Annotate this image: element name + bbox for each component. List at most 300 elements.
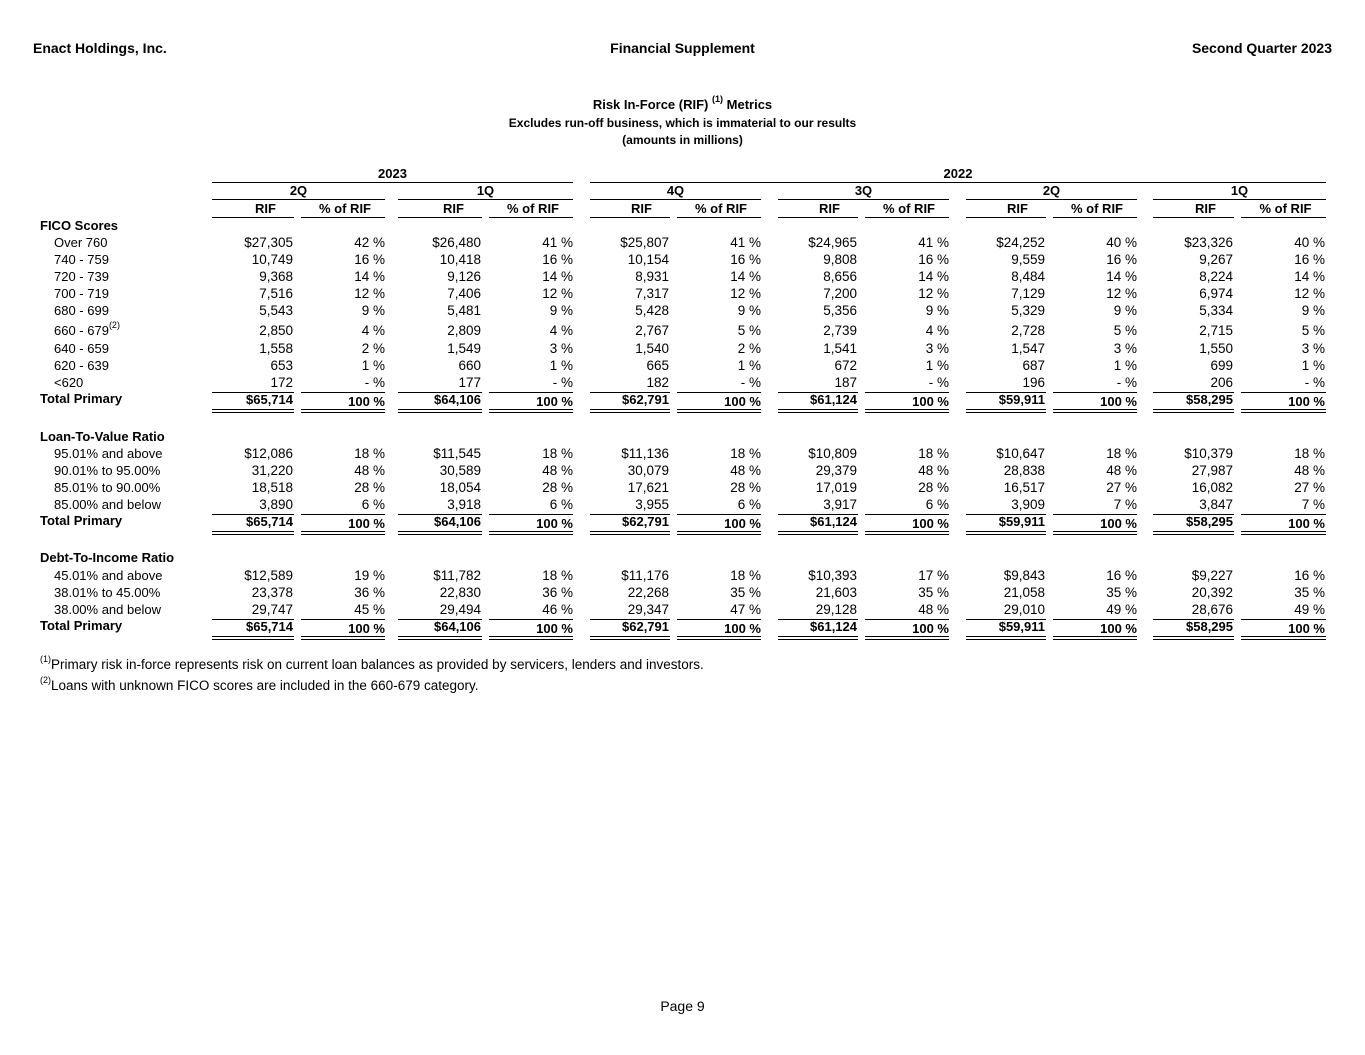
- rif-cell: $61,124: [810, 514, 857, 529]
- rif-cell: 6,974: [1199, 286, 1233, 301]
- rif-cell: 3,955: [635, 497, 669, 512]
- rif-cell: 665: [646, 358, 669, 373]
- total-double-rule: [778, 636, 858, 640]
- pct-cell: 100 %: [1100, 516, 1137, 531]
- rif-cell: $58,295: [1186, 514, 1233, 529]
- pct-cell: 18 %: [542, 568, 573, 583]
- row-label: 95.01% and above: [54, 446, 163, 461]
- pct-cell: 17 %: [918, 568, 949, 583]
- total-double-rule: [1053, 636, 1137, 640]
- pct-cell: 1 %: [1113, 358, 1137, 373]
- rif-cell: 10,418: [439, 252, 481, 267]
- total-double-rule: [865, 409, 949, 413]
- subtotal-rule: [301, 392, 385, 393]
- total-double-rule: [212, 531, 294, 535]
- rif-cell: 28,676: [1191, 602, 1233, 617]
- pct-cell: 100 %: [1288, 516, 1325, 531]
- rif-cell: $61,124: [810, 392, 857, 407]
- pct-cell: 5 %: [1301, 323, 1325, 338]
- rif-cell: 196: [1022, 375, 1045, 390]
- quarter-header: 1Q: [476, 183, 495, 198]
- pct-cell: 4 %: [925, 323, 949, 338]
- pct-cell: 3 %: [1113, 341, 1137, 356]
- total-double-rule: [301, 636, 385, 640]
- pct-cell: 16 %: [730, 252, 761, 267]
- table-title: Risk In-Force (RIF) $^{(1)}$ Metrics: [592, 94, 773, 112]
- pct-cell: 100 %: [724, 621, 761, 636]
- rif-cell: 7,516: [259, 286, 293, 301]
- pct-cell: 14 %: [1294, 269, 1325, 284]
- pct-cell: 18 %: [1294, 446, 1325, 461]
- pct-cell: 14 %: [1106, 269, 1137, 284]
- pct-cell: 100 %: [536, 516, 573, 531]
- total-double-rule: [212, 409, 294, 413]
- rif-cell: 10,154: [627, 252, 669, 267]
- rif-cell: $59,911: [998, 619, 1045, 634]
- rif-cell: 2,767: [635, 323, 669, 338]
- rif-cell: 20,392: [1191, 585, 1233, 600]
- row-label: 85.00% and below: [54, 497, 161, 512]
- pct-cell: 16 %: [1294, 568, 1325, 583]
- column-header-rif: RIF: [443, 201, 464, 216]
- total-double-rule: [1153, 636, 1234, 640]
- row-label: <620: [54, 375, 84, 390]
- pct-cell: 7 %: [1301, 497, 1325, 512]
- subtotal-rule: [1053, 514, 1137, 515]
- total-double-rule: [489, 409, 573, 413]
- pct-cell: - %: [928, 375, 949, 390]
- pct-cell: - %: [740, 375, 761, 390]
- rif-cell: 1,549: [447, 341, 481, 356]
- pct-cell: 9 %: [1113, 303, 1137, 318]
- rif-cell: 29,010: [1003, 602, 1045, 617]
- footnote-marker: (1): [40, 654, 51, 664]
- row-label: 38.00% and below: [54, 602, 161, 617]
- pct-cell: 12 %: [918, 286, 949, 301]
- rif-cell: 2,850: [259, 323, 293, 338]
- year-2022: 2022: [943, 166, 973, 181]
- pct-cell: 1 %: [549, 358, 573, 373]
- pct-cell: 48 %: [730, 463, 761, 478]
- pct-cell: 14 %: [918, 269, 949, 284]
- pct-cell: 16 %: [1106, 568, 1137, 583]
- pct-cell: 2 %: [361, 341, 385, 356]
- rif-cell: 9,368: [259, 269, 293, 284]
- pct-cell: 49 %: [1294, 602, 1325, 617]
- subtotal-rule: [677, 619, 761, 620]
- subtotal-rule: [1241, 392, 1326, 393]
- rif-cell: 31,220: [251, 463, 293, 478]
- column-header-rule: [301, 217, 385, 218]
- section-title: Debt-To-Income Ratio: [40, 550, 175, 565]
- quarter-header: 3Q: [854, 183, 873, 198]
- pct-cell: 9 %: [549, 303, 573, 318]
- pct-cell: 9 %: [737, 303, 761, 318]
- column-header-rule: [1153, 217, 1234, 218]
- rif-cell: 1,558: [259, 341, 293, 356]
- subtotal-rule: [865, 514, 949, 515]
- rif-cell: 29,347: [627, 602, 669, 617]
- rif-cell: 5,543: [259, 303, 293, 318]
- pct-cell: 100 %: [348, 516, 385, 531]
- rif-cell: $64,106: [434, 392, 481, 407]
- rif-cell: $62,791: [622, 619, 669, 634]
- report-period: Second Quarter 2023: [1191, 40, 1332, 56]
- rif-cell: 3,909: [1011, 497, 1045, 512]
- column-header-rule: [398, 217, 482, 218]
- rif-cell: 2,739: [823, 323, 857, 338]
- pct-cell: 100 %: [536, 394, 573, 409]
- row-label: Over 760: [54, 235, 108, 250]
- rif-cell: $10,647: [996, 446, 1045, 461]
- rif-cell: 187: [834, 375, 857, 390]
- pct-cell: 48 %: [1106, 463, 1137, 478]
- rif-cell: 5,329: [1011, 303, 1045, 318]
- pct-cell: 28 %: [542, 480, 573, 495]
- rif-cell: $24,252: [996, 235, 1045, 250]
- column-header-pct: % of RIF: [1071, 201, 1123, 216]
- column-header-rule: [1241, 217, 1326, 218]
- pct-cell: 48 %: [918, 602, 949, 617]
- rif-cell: 1,550: [1199, 341, 1233, 356]
- quarter-rule: [590, 199, 761, 200]
- rif-cell: $25,807: [620, 235, 669, 250]
- total-label: Total Primary: [40, 391, 123, 406]
- rif-cell: 1,540: [635, 341, 669, 356]
- column-header-rule: [489, 217, 573, 218]
- row-footnote-ref: (2): [108, 320, 120, 330]
- pct-cell: 4 %: [549, 323, 573, 338]
- rif-cell: 16,082: [1191, 480, 1233, 495]
- row-label: 45.01% and above: [54, 568, 163, 583]
- rif-cell: 182: [646, 375, 669, 390]
- rif-cell: 3,918: [447, 497, 481, 512]
- rif-cell: 7,200: [823, 286, 857, 301]
- quarter-header: 4Q: [666, 183, 685, 198]
- total-double-rule: [1053, 531, 1137, 535]
- rif-cell: 687: [1022, 358, 1045, 373]
- column-header-rule: [677, 217, 761, 218]
- row-label: 640 - 659: [54, 341, 109, 356]
- pct-cell: 48 %: [1294, 463, 1325, 478]
- pct-cell: 1 %: [1301, 358, 1325, 373]
- pct-cell: 46 %: [542, 602, 573, 617]
- quarter-rule: [778, 199, 949, 200]
- total-double-rule: [966, 531, 1046, 535]
- column-header-rif: RIF: [1007, 201, 1028, 216]
- rif-cell: $11,545: [433, 446, 481, 461]
- pct-cell: 100 %: [724, 394, 761, 409]
- rif-cell: 1,541: [823, 341, 857, 356]
- rif-cell: 28,838: [1003, 463, 1045, 478]
- total-double-rule: [590, 409, 670, 413]
- pct-cell: 49 %: [1106, 602, 1137, 617]
- total-double-rule: [590, 531, 670, 535]
- page-number: Page 9: [660, 998, 705, 1014]
- subtotal-rule: [489, 392, 573, 393]
- section-title: Loan-To-Value Ratio: [40, 429, 165, 444]
- footnote: $^{(2)}$Loans with unknown FICO scores are included in the 660-679 category.: [40, 675, 479, 693]
- pct-cell: 100 %: [1288, 621, 1325, 636]
- row-label: 680 - 699: [54, 303, 109, 318]
- subtotal-rule: [301, 619, 385, 620]
- pct-cell: 48 %: [918, 463, 949, 478]
- column-header-pct: % of RIF: [319, 201, 371, 216]
- subtotal-rule: [1241, 619, 1326, 620]
- total-double-rule: [865, 531, 949, 535]
- pct-cell: 100 %: [1100, 394, 1137, 409]
- pct-cell: 40 %: [1106, 235, 1137, 250]
- pct-cell: 14 %: [730, 269, 761, 284]
- total-double-rule: [677, 409, 761, 413]
- rif-cell: 5,356: [823, 303, 857, 318]
- pct-cell: 36 %: [542, 585, 573, 600]
- rif-cell: 9,559: [1011, 252, 1045, 267]
- pct-cell: 1 %: [925, 358, 949, 373]
- rif-cell: 172: [270, 375, 293, 390]
- pct-cell: 100 %: [1100, 621, 1137, 636]
- column-header-rif: RIF: [255, 201, 276, 216]
- row-label: 700 - 719: [54, 286, 109, 301]
- rif-cell: $12,086: [244, 446, 293, 461]
- pct-cell: 41 %: [542, 235, 573, 250]
- column-header-pct: % of RIF: [883, 201, 935, 216]
- rif-cell: $12,589: [244, 568, 293, 583]
- pct-cell: 9 %: [925, 303, 949, 318]
- pct-cell: 100 %: [348, 394, 385, 409]
- pct-cell: 5 %: [1113, 323, 1137, 338]
- rif-cell: 3,917: [823, 497, 857, 512]
- rif-cell: $64,106: [434, 619, 481, 634]
- rif-cell: 10,749: [251, 252, 293, 267]
- column-header-rule: [590, 217, 670, 218]
- total-double-rule: [489, 531, 573, 535]
- rif-cell: $9,227: [1191, 568, 1233, 583]
- total-double-rule: [398, 409, 482, 413]
- column-header-rule: [1053, 217, 1137, 218]
- pct-cell: 100 %: [912, 621, 949, 636]
- pct-cell: 16 %: [1106, 252, 1137, 267]
- rif-cell: 177: [458, 375, 481, 390]
- total-double-rule: [398, 531, 482, 535]
- total-double-rule: [1153, 409, 1234, 413]
- pct-cell: 18 %: [542, 446, 573, 461]
- rif-cell: $65,714: [246, 392, 293, 407]
- quarter-rule: [212, 199, 385, 200]
- pct-cell: 12 %: [542, 286, 573, 301]
- rif-cell: 18,054: [439, 480, 481, 495]
- rif-cell: 29,379: [815, 463, 857, 478]
- rif-cell: 23,378: [251, 585, 293, 600]
- pct-cell: 100 %: [912, 516, 949, 531]
- rif-cell: 3,847: [1199, 497, 1233, 512]
- rif-cell: 7,406: [447, 286, 481, 301]
- rif-cell: $58,295: [1186, 392, 1233, 407]
- total-double-rule: [1153, 531, 1234, 535]
- subtotal-rule: [489, 619, 573, 620]
- column-header-pct: % of RIF: [695, 201, 747, 216]
- rif-cell: $10,393: [808, 568, 857, 583]
- quarter-rule: [1153, 199, 1326, 200]
- total-double-rule: [1241, 531, 1326, 535]
- pct-cell: 100 %: [348, 621, 385, 636]
- total-double-rule: [778, 409, 858, 413]
- rif-cell: $64,106: [434, 514, 481, 529]
- rif-cell: 7,129: [1011, 286, 1045, 301]
- pct-cell: 12 %: [730, 286, 761, 301]
- rif-cell: $59,911: [998, 514, 1045, 529]
- pct-cell: 4 %: [361, 323, 385, 338]
- rif-cell: 660: [458, 358, 481, 373]
- rif-cell: 653: [270, 358, 293, 373]
- footnote-marker: (2): [40, 675, 51, 685]
- pct-cell: 18 %: [730, 568, 761, 583]
- pct-cell: 35 %: [730, 585, 761, 600]
- pct-cell: 3 %: [925, 341, 949, 356]
- total-double-rule: [212, 636, 294, 640]
- pct-cell: - %: [1304, 375, 1325, 390]
- column-header-rule: [865, 217, 949, 218]
- pct-cell: 100 %: [536, 621, 573, 636]
- rif-cell: $26,480: [432, 235, 481, 250]
- rif-cell: 18,518: [251, 480, 293, 495]
- rif-cell: $61,124: [810, 619, 857, 634]
- quarter-rule: [966, 199, 1137, 200]
- rif-cell: 30,589: [439, 463, 481, 478]
- rif-cell: 9,267: [1199, 252, 1233, 267]
- rif-cell: $11,136: [621, 446, 669, 461]
- pct-cell: 28 %: [354, 480, 385, 495]
- total-double-rule: [1053, 409, 1137, 413]
- rif-cell: $27,305: [244, 235, 293, 250]
- total-double-rule: [677, 531, 761, 535]
- pct-cell: 100 %: [1288, 394, 1325, 409]
- column-header-rif: RIF: [631, 201, 652, 216]
- subtotal-rule: [489, 514, 573, 515]
- title-footnote-ref: (1): [712, 94, 724, 104]
- row-label: 740 - 759: [54, 252, 109, 267]
- total-double-rule: [489, 636, 573, 640]
- rif-cell: $10,809: [808, 446, 857, 461]
- rif-cell: 7,317: [635, 286, 669, 301]
- rif-cell: 8,224: [1199, 269, 1233, 284]
- rif-cell: $9,843: [1003, 568, 1045, 583]
- rif-cell: $11,782: [433, 568, 481, 583]
- rif-cell: 672: [834, 358, 857, 373]
- pct-cell: 7 %: [1113, 497, 1137, 512]
- subtotal-rule: [865, 392, 949, 393]
- subtotal-rule: [865, 619, 949, 620]
- quarter-header: 2Q: [289, 183, 308, 198]
- pct-cell: - %: [1116, 375, 1137, 390]
- pct-cell: 100 %: [912, 394, 949, 409]
- year-2023: 2023: [378, 166, 407, 181]
- rif-cell: 5,481: [447, 303, 481, 318]
- pct-cell: 14 %: [354, 269, 385, 284]
- pct-cell: 27 %: [1294, 480, 1325, 495]
- row-label: 720 - 739: [54, 269, 109, 284]
- pct-cell: - %: [364, 375, 385, 390]
- pct-cell: 12 %: [1294, 286, 1325, 301]
- rif-cell: 17,621: [627, 480, 669, 495]
- pct-cell: 12 %: [354, 286, 385, 301]
- pct-cell: 16 %: [542, 252, 573, 267]
- table-subtitle: Excludes run-off business, which is immaterial to our results: [508, 116, 857, 130]
- rif-cell: 27,987: [1191, 463, 1233, 478]
- pct-cell: 35 %: [1294, 585, 1325, 600]
- column-header-rif: RIF: [1195, 201, 1216, 216]
- pct-cell: 47 %: [730, 602, 761, 617]
- column-header-pct: % of RIF: [1259, 201, 1312, 216]
- column-header-rule: [212, 217, 294, 218]
- pct-cell: 42 %: [354, 235, 385, 250]
- pct-cell: 6 %: [361, 497, 385, 512]
- rif-cell: 1,547: [1011, 341, 1045, 356]
- quarter-header: 2Q: [1042, 183, 1061, 198]
- total-double-rule: [677, 636, 761, 640]
- pct-cell: 18 %: [730, 446, 761, 461]
- pct-cell: 6 %: [737, 497, 761, 512]
- rif-cell: 2,715: [1199, 323, 1233, 338]
- rif-cell: 8,484: [1011, 269, 1045, 284]
- rif-cell: $62,791: [622, 514, 669, 529]
- rif-cell: 22,830: [439, 585, 481, 600]
- pct-cell: 6 %: [549, 497, 573, 512]
- total-double-rule: [1241, 409, 1326, 413]
- pct-cell: 28 %: [730, 480, 761, 495]
- total-double-rule: [778, 531, 858, 535]
- column-header-rule: [966, 217, 1046, 218]
- quarter-header: 1Q: [1230, 183, 1249, 198]
- rif-cell: $65,714: [246, 514, 293, 529]
- rif-cell: 5,428: [635, 303, 669, 318]
- subtotal-rule: [677, 392, 761, 393]
- total-label: Total Primary: [40, 513, 123, 528]
- subtotal-rule: [1241, 514, 1326, 515]
- pct-cell: 19 %: [354, 568, 385, 583]
- total-double-rule: [865, 636, 949, 640]
- rif-cell: $62,791: [622, 392, 669, 407]
- column-header-rule: [778, 217, 858, 218]
- pct-cell: 9 %: [361, 303, 385, 318]
- section-title: FICO Scores: [40, 218, 119, 233]
- company-name: Enact Holdings, Inc.: [33, 40, 167, 56]
- total-label: Total Primary: [40, 618, 123, 633]
- rif-cell: $59,911: [998, 392, 1045, 407]
- rif-cell: $24,965: [808, 235, 857, 250]
- rif-cell: $58,295: [1186, 619, 1233, 634]
- rif-cell: 3,890: [259, 497, 293, 512]
- pct-cell: 5 %: [737, 323, 761, 338]
- subtotal-rule: [677, 514, 761, 515]
- pct-cell: 48 %: [354, 463, 385, 478]
- pct-cell: 18 %: [354, 446, 385, 461]
- rif-cell: $23,326: [1184, 235, 1233, 250]
- pct-cell: 3 %: [1301, 341, 1325, 356]
- rif-cell: 29,747: [251, 602, 293, 617]
- rif-cell: 206: [1210, 375, 1233, 390]
- pct-cell: 16 %: [918, 252, 949, 267]
- pct-cell: 9 %: [1301, 303, 1325, 318]
- subtotal-rule: [1053, 619, 1137, 620]
- pct-cell: 6 %: [925, 497, 949, 512]
- total-double-rule: [398, 636, 482, 640]
- pct-cell: 41 %: [730, 235, 761, 250]
- pct-cell: 35 %: [1106, 585, 1137, 600]
- rif-cell: 29,128: [815, 602, 857, 617]
- pct-cell: 1 %: [361, 358, 385, 373]
- pct-cell: 35 %: [918, 585, 949, 600]
